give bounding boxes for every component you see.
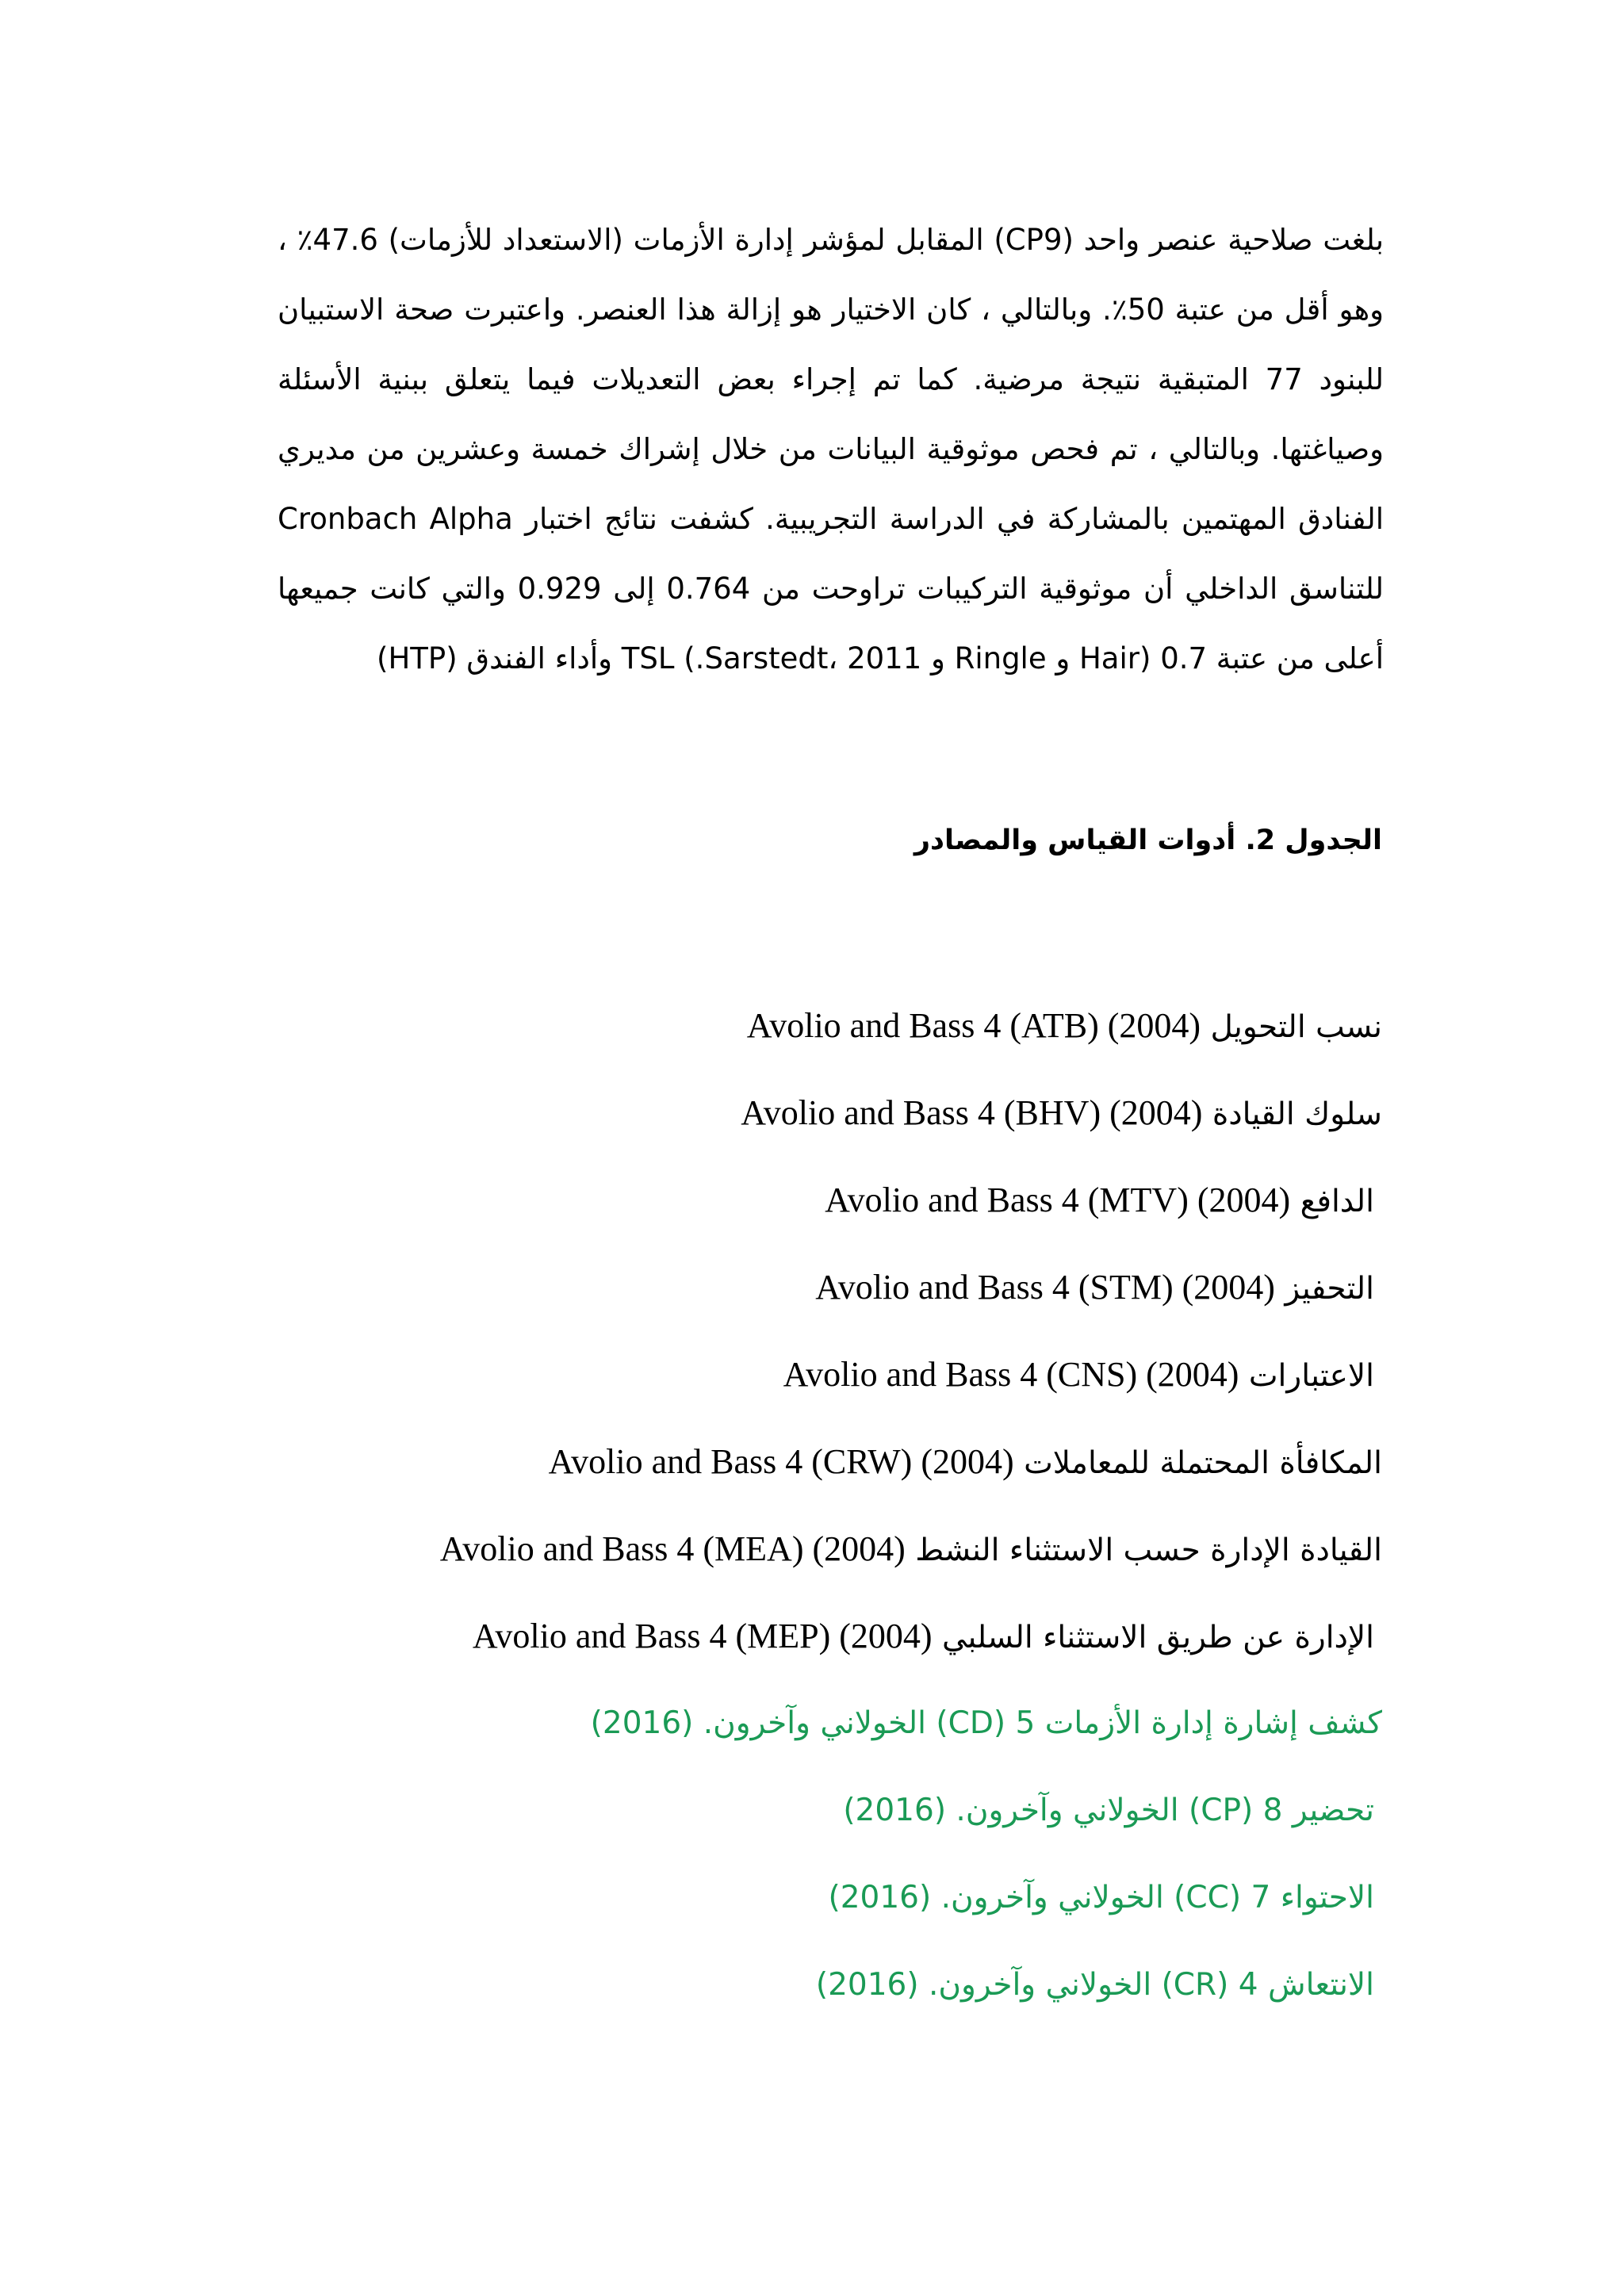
body-paragraph: بلغت صلاحية عنصر واحد (CP9) المقابل لمؤشر إدارة الأزمات (الاستعداد للأزمات) 47.6٪ ، وهو أقل من عتبة 50٪. وبالتالي ، كان الاختيار هو إزالة هذا العنصر. واعتبرت صحة الاستبيان للبنود 77 المتبقية نتيجة مرضية. كما تم إجراء بعض التعديلات فيما يتعلق ببنية الأسئلة وصياغتها. وبالتالي ، تم فحص موثوقية البيانات من خلال إشراك خمسة وعشرين من مديري الفنادق المهتمين بالمشاركة في الدراسة التجريبية. كشفت نتائج اختبار Cronbach Alpha للتناسق الداخلي أن موثوقية التركيبات تراوحت من 0.764 إلى 0.929 والتي كانت جميعها أعلى من عتبة 0.7 (Hair و Ringle و Sarstedt، 2011.) TSL وأداء الفندق (HTP)	[278, 223, 1385, 675]
measure-source: Avolio and Bass 4 (STM) (2004)	[815, 1268, 1275, 1307]
measure-row	[747, 1005, 1382, 1048]
measure-label: سلوك القيادة	[1212, 1096, 1382, 1132]
measure-row-green	[828, 1877, 1374, 1919]
measure-row	[440, 1529, 1382, 1571]
measure-source: Avolio and Bass 4 (MEA) (2004)	[439, 1529, 906, 1568]
table-heading: الجدول 2. أدوات القياس والمصادر	[914, 825, 1382, 856]
measure-row	[473, 1616, 1374, 1659]
measure-label: نسب التحويل	[1210, 1009, 1382, 1045]
measure-row	[741, 1093, 1382, 1135]
measure-label: الاعتبارات	[1248, 1358, 1374, 1394]
measure-label: التحفيز	[1285, 1271, 1374, 1307]
measure-row-green	[591, 1703, 1382, 1744]
measure-label: تحضير 8 (CP) الخولاني وآخرون. (2016)	[843, 1793, 1374, 1828]
measure-source: Avolio and Bass 4 (CNS) (2004)	[783, 1355, 1239, 1394]
measure-row	[549, 1441, 1382, 1484]
measure-source: Avolio and Bass 4 (CRW) (2004)	[548, 1442, 1014, 1481]
measure-label: كشف إشارة إدارة الأزمات 5 (CD) الخولاني وآخرون. (2016)	[590, 1705, 1382, 1741]
measure-label: القيادة الإدارة حسب الاستثناء النشط	[915, 1533, 1382, 1568]
measure-row	[825, 1180, 1374, 1223]
measure-row-green	[843, 1790, 1374, 1831]
measure-source: Avolio and Bass 4 (MTV) (2004)	[825, 1181, 1291, 1219]
measure-label: الدافع	[1300, 1184, 1374, 1219]
measure-row	[815, 1267, 1374, 1310]
measure-source: Avolio and Bass 4 (MEP) (2004)	[472, 1617, 933, 1655]
measure-label: الاحتواء 7 (CC) الخولاني وآخرون. (2016)	[828, 1880, 1374, 1915]
measure-label: الانتعاش 4 (CR) الخولاني وآخرون. (2016)	[815, 1967, 1374, 2003]
measure-row	[783, 1354, 1374, 1397]
measure-label: الإدارة عن طريق الاستثناء السلبي	[941, 1620, 1374, 1655]
measure-source: Avolio and Bass 4 (BHV) (2004)	[741, 1093, 1203, 1132]
measure-row-green	[816, 1965, 1374, 2006]
measure-label: المكافأة المحتملة للمعاملات	[1024, 1445, 1382, 1481]
measure-source: Avolio and Bass 4 (ATB) (2004)	[746, 1006, 1201, 1045]
